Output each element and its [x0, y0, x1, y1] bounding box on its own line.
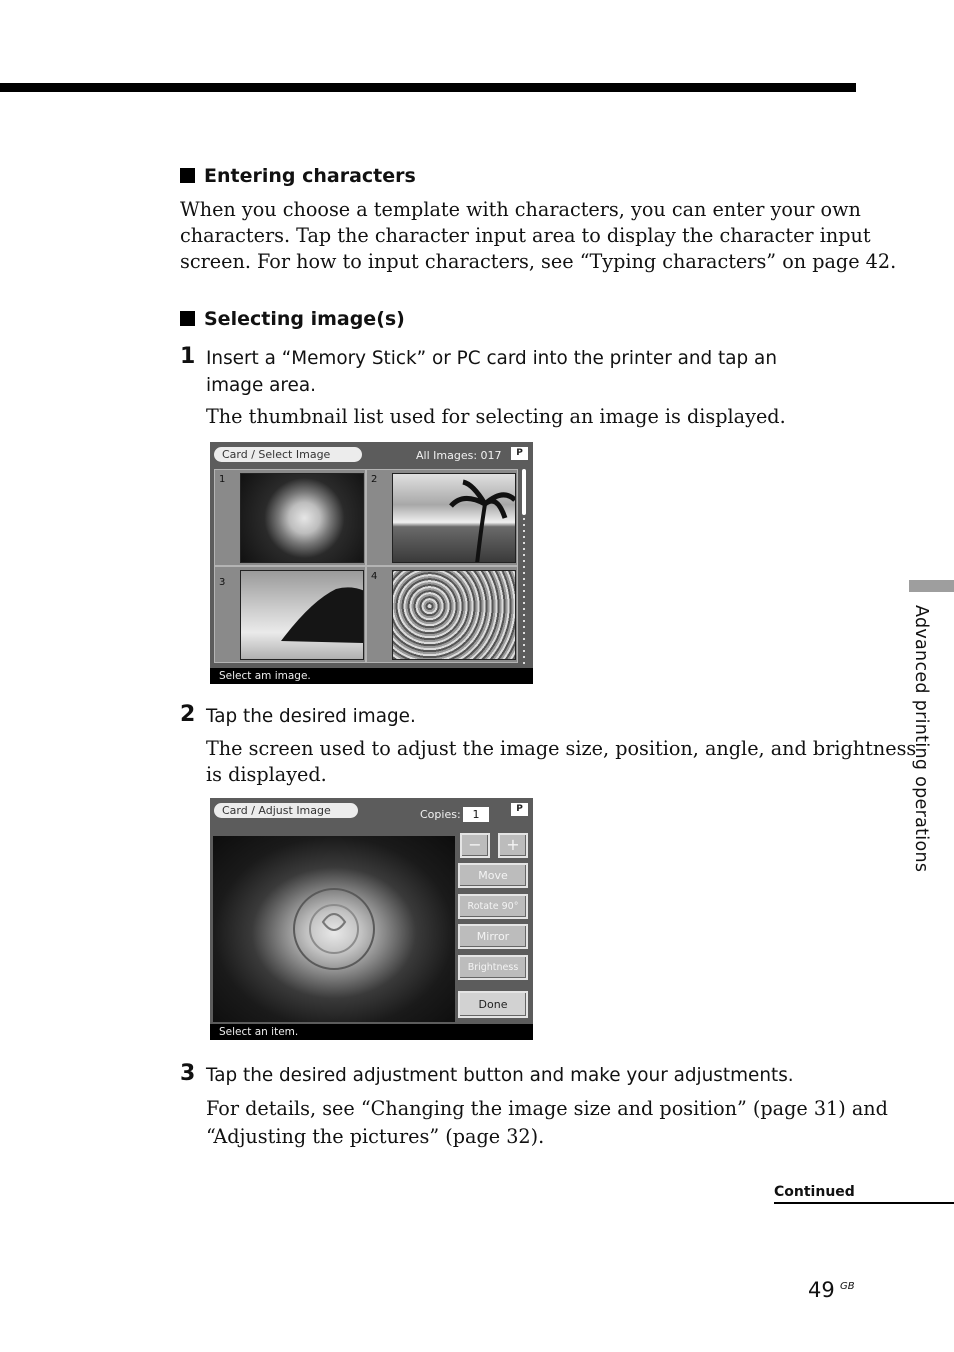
status-bar: Select an item.	[210, 1024, 533, 1040]
step-description: For details, see “Changing the image size and position” (page 31) and “Adjusting the pictures” (page 32).	[206, 1097, 888, 1148]
p-badge: P	[511, 803, 528, 816]
body-line: When you choose a template with characters, you can enter your own	[180, 198, 861, 221]
scrollbar-thumb[interactable]	[522, 469, 526, 515]
page-number: 49	[808, 1278, 835, 1302]
screen-title: Card / Adjust Image	[214, 803, 358, 818]
rotate-90-button[interactable]: Rotate 90°	[458, 894, 528, 919]
section1-body	[180, 197, 896, 275]
palm-beach-thumbnail	[392, 473, 516, 563]
flowers-thumbnail	[392, 570, 516, 660]
rose-icon	[213, 836, 455, 1022]
top-rule	[0, 83, 856, 92]
step-number: 1	[180, 344, 196, 369]
side-tab-marker	[909, 580, 954, 592]
status-bar: Select am image.	[210, 668, 533, 684]
scrollbar-track[interactable]	[523, 518, 525, 664]
step-number: 2	[180, 702, 196, 727]
cliff-icon	[241, 571, 364, 660]
rose-thumbnail	[240, 473, 364, 563]
thumbnail-cell[interactable]: 3	[214, 566, 366, 663]
step-instruction: Tap the desired adjustment button and make your adjustments.	[206, 1065, 794, 1086]
thumbnail-cell[interactable]: 1	[214, 469, 366, 566]
body-line: characters. Tap the character input area to display the character input	[180, 224, 871, 247]
move-button[interactable]: Move	[458, 863, 528, 888]
body-line: screen. For how to input characters, see “Typing characters” on page 42.	[180, 250, 897, 273]
step-number: 3	[180, 1061, 196, 1086]
thumbnail-cell[interactable]: 2	[366, 469, 518, 566]
p-badge: P	[511, 447, 528, 460]
square-bullet-icon	[180, 311, 195, 326]
step-description: The screen used to adjust the image size, position, angle, and brightness is displayed.	[206, 737, 917, 786]
page-suffix: GB	[840, 1281, 855, 1292]
copies-field[interactable]: 1	[463, 807, 489, 822]
copies-label: Copies:	[420, 808, 461, 821]
image-count: All Images: 017	[416, 449, 502, 462]
screen-title: Card / Select Image	[214, 447, 362, 462]
side-section-label: Advanced printing operations	[911, 605, 931, 873]
continued-rule	[774, 1202, 954, 1204]
palm-tree-icon	[393, 474, 516, 563]
square-bullet-icon	[180, 168, 195, 183]
adjust-image-screen	[210, 798, 533, 1040]
zoom-in-button[interactable]: +	[498, 833, 528, 858]
mirror-button[interactable]: Mirror	[458, 924, 528, 949]
preview-image[interactable]	[213, 836, 455, 1022]
step-description: The thumbnail list used for selecting an image is displayed.	[206, 405, 786, 428]
done-button[interactable]: Done	[458, 991, 528, 1018]
section-heading-selecting-images: Selecting image(s)	[180, 308, 405, 330]
select-image-screen	[210, 442, 533, 684]
thumbnail-cell[interactable]: 4	[366, 566, 518, 663]
section-heading-entering-characters: Entering characters	[180, 165, 416, 187]
continued-label: Continued	[774, 1184, 855, 1200]
step-instruction: Tap the desired image.	[206, 706, 416, 727]
coast-thumbnail	[240, 570, 364, 660]
brightness-button[interactable]: Brightness	[458, 955, 528, 980]
step-instruction: Insert a “Memory Stick” or PC card into the printer and tap an image area.	[206, 348, 777, 396]
zoom-out-button[interactable]: −	[460, 833, 490, 858]
